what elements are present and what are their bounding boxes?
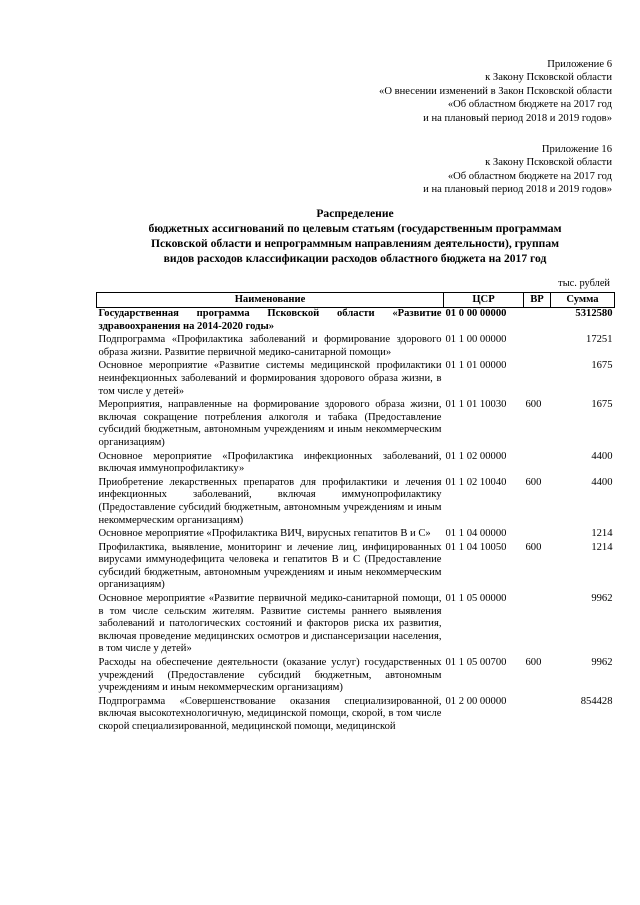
row-sum-cell: 1675	[591, 399, 613, 411]
row-csr-cell: 01 1 00 00000	[445, 334, 507, 346]
unit-label: тыс. рублей	[558, 278, 610, 289]
row-csr-cell: 01 1 02 00000	[445, 450, 507, 462]
title-line: видов расходов классификации расходов областного бюджета на 2017 год	[163, 252, 547, 265]
title-line: Распределение	[316, 207, 394, 220]
document-title	[100, 206, 610, 266]
header-vr: ВР	[524, 293, 551, 308]
table-row	[97, 657, 615, 696]
table-row	[97, 334, 615, 360]
row-sum-cell: 9962	[591, 593, 613, 605]
row-name-cell: Расходы на обеспечение деятельности (оказание услуг) государственных учреждений (Предоставление субсидий бюджетным, автономным учреждениям и иным некоммерческим организациям)	[98, 657, 442, 694]
table-body	[97, 308, 615, 735]
table-row	[97, 542, 615, 593]
row-csr-cell: 01 1 05 00700	[445, 657, 507, 669]
appendix-6-line: к Закону Псковской области	[485, 72, 612, 84]
row-vr-cell	[524, 360, 551, 399]
header-csr: ЦСР	[444, 293, 524, 308]
row-sum-cell: 1214	[591, 541, 613, 553]
row-csr-cell: 01 1 02 10040	[445, 476, 507, 488]
appendix-6-line: «О внесении изменений в Закон Псковской области	[379, 85, 612, 97]
row-csr-cell: 01 0 00 00000	[445, 308, 507, 319]
row-sum-cell: 854428	[580, 695, 613, 707]
row-sum-cell: 9962	[591, 657, 613, 669]
table-row	[97, 477, 615, 528]
appendix-16-line: к Закону Псковской области	[485, 157, 612, 169]
row-vr-cell: 600	[525, 399, 542, 411]
row-csr-cell: 01 1 05 00000	[445, 593, 507, 605]
table-row	[97, 593, 615, 657]
row-csr-cell: 01 1 01 00000	[445, 360, 507, 372]
table-row	[97, 696, 615, 735]
row-csr-cell: 01 1 04 10050	[445, 541, 507, 553]
title-line: бюджетных ассигнований по целевым статьям (государственным программам	[148, 222, 562, 235]
row-sum-cell: 4400	[591, 450, 613, 462]
table-row	[97, 451, 615, 477]
appendix-6-line: «Об областном бюджете на 2017 год	[447, 99, 612, 111]
row-name-cell: Основное мероприятие «Профилактика ВИЧ, вирусных гепатитов В и С»	[98, 528, 431, 540]
table-row	[97, 308, 615, 335]
appendix-16-line: «Об областном бюджете на 2017 год	[447, 170, 612, 182]
row-name-cell: Основное мероприятие «Развитие системы медицинской профилактики неинфекционных заболеваний и формирования здорового образа жизни, в том числе у детей»	[98, 360, 442, 397]
table-header-row	[97, 293, 615, 308]
row-name-cell: Профилактика, выявление, мониторинг и лечение лиц, инфицированных вирусами иммунодефицита человека и гепатитов В и С (Предоставление субсидий бюджетным, автономным учреждениям и иным некоммерческим организациям)	[98, 541, 442, 591]
appendix-6-block	[379, 58, 612, 125]
row-name-cell: Основное мероприятие «Профилактика инфекционных заболеваний, включая иммунопрофилактику»	[98, 450, 442, 475]
row-vr-cell	[524, 528, 551, 542]
row-csr-cell: 01 1 01 10030	[445, 399, 507, 411]
appendix-6-line: и на плановый период 2018 и 2019 годов»	[423, 112, 612, 124]
row-sum-cell: 1675	[591, 360, 613, 372]
row-name-cell: Основное мероприятие «Развитие первичной медико-санитарной помощи, в том числе сельским жителям. Развитие системы раннего выявления заболеваний и патологических состояний и факторов риска их развития, включая проведение медицинских осмотров и диспансеризации населения, в том числе у детей»	[98, 593, 442, 655]
appendix-16-line: Приложение 16	[541, 144, 612, 155]
row-name-cell: Мероприятия, направленные на формирование здорового образа жизни, включая сокращение потребления алкоголя и табака (Предоставление субсидий бюджетным, автономным учреждениям и иным некоммерческим организациям)	[98, 399, 442, 448]
header-sum: Сумма	[551, 293, 615, 308]
row-csr-cell: 01 2 00 00000	[445, 695, 507, 707]
row-vr-cell: 600	[525, 657, 542, 669]
title-line: Псковской области и непрограммным направлениям деятельности), группам	[150, 237, 560, 250]
row-sum-cell: 5312580	[575, 308, 613, 319]
row-name-cell: Государственная программа Псковской области «Развитие здравоохранения на 2014-2020 годы»	[98, 308, 442, 332]
row-vr-cell	[524, 308, 551, 335]
row-vr-cell: 600	[525, 476, 542, 488]
row-csr-cell: 01 1 04 00000	[445, 528, 507, 540]
budget-table	[96, 292, 615, 735]
row-name-cell: Подпрограмма «Профилактика заболеваний и формирование здорового образа жизни. Развитие первичной медико-санитарной помощи»	[98, 334, 442, 358]
row-vr-cell	[524, 334, 551, 360]
row-vr-cell: 600	[525, 541, 542, 553]
table-row	[97, 360, 615, 399]
row-vr-cell	[524, 593, 551, 657]
appendix-16-line: и на плановый период 2018 и 2019 годов»	[423, 184, 612, 196]
table-row	[97, 399, 615, 450]
row-vr-cell	[524, 451, 551, 477]
appendix-16-block	[423, 143, 612, 197]
row-name-cell: Подпрограмма «Совершенствование оказания специализированной, включая высокотехнологичную, медицинской помощи, скорой, в том числе скорой специализированной, медицинской помощи, медицинской	[98, 695, 442, 732]
row-sum-cell: 1214	[591, 528, 613, 540]
row-vr-cell	[524, 696, 551, 735]
table-row	[97, 528, 615, 542]
header-name: Наименование	[97, 293, 444, 308]
row-name-cell: Приобретение лекарственных препаратов для профилактики и лечения инфекционных заболеваний, включая иммунопрофилактику (Предоставление субсидий бюджетным, автономным учреждениям и иным некоммерческим организациям)	[98, 476, 442, 526]
row-sum-cell: 17251	[586, 334, 613, 346]
appendix-6-line: Приложение 6	[547, 59, 612, 70]
row-sum-cell: 4400	[591, 476, 613, 488]
